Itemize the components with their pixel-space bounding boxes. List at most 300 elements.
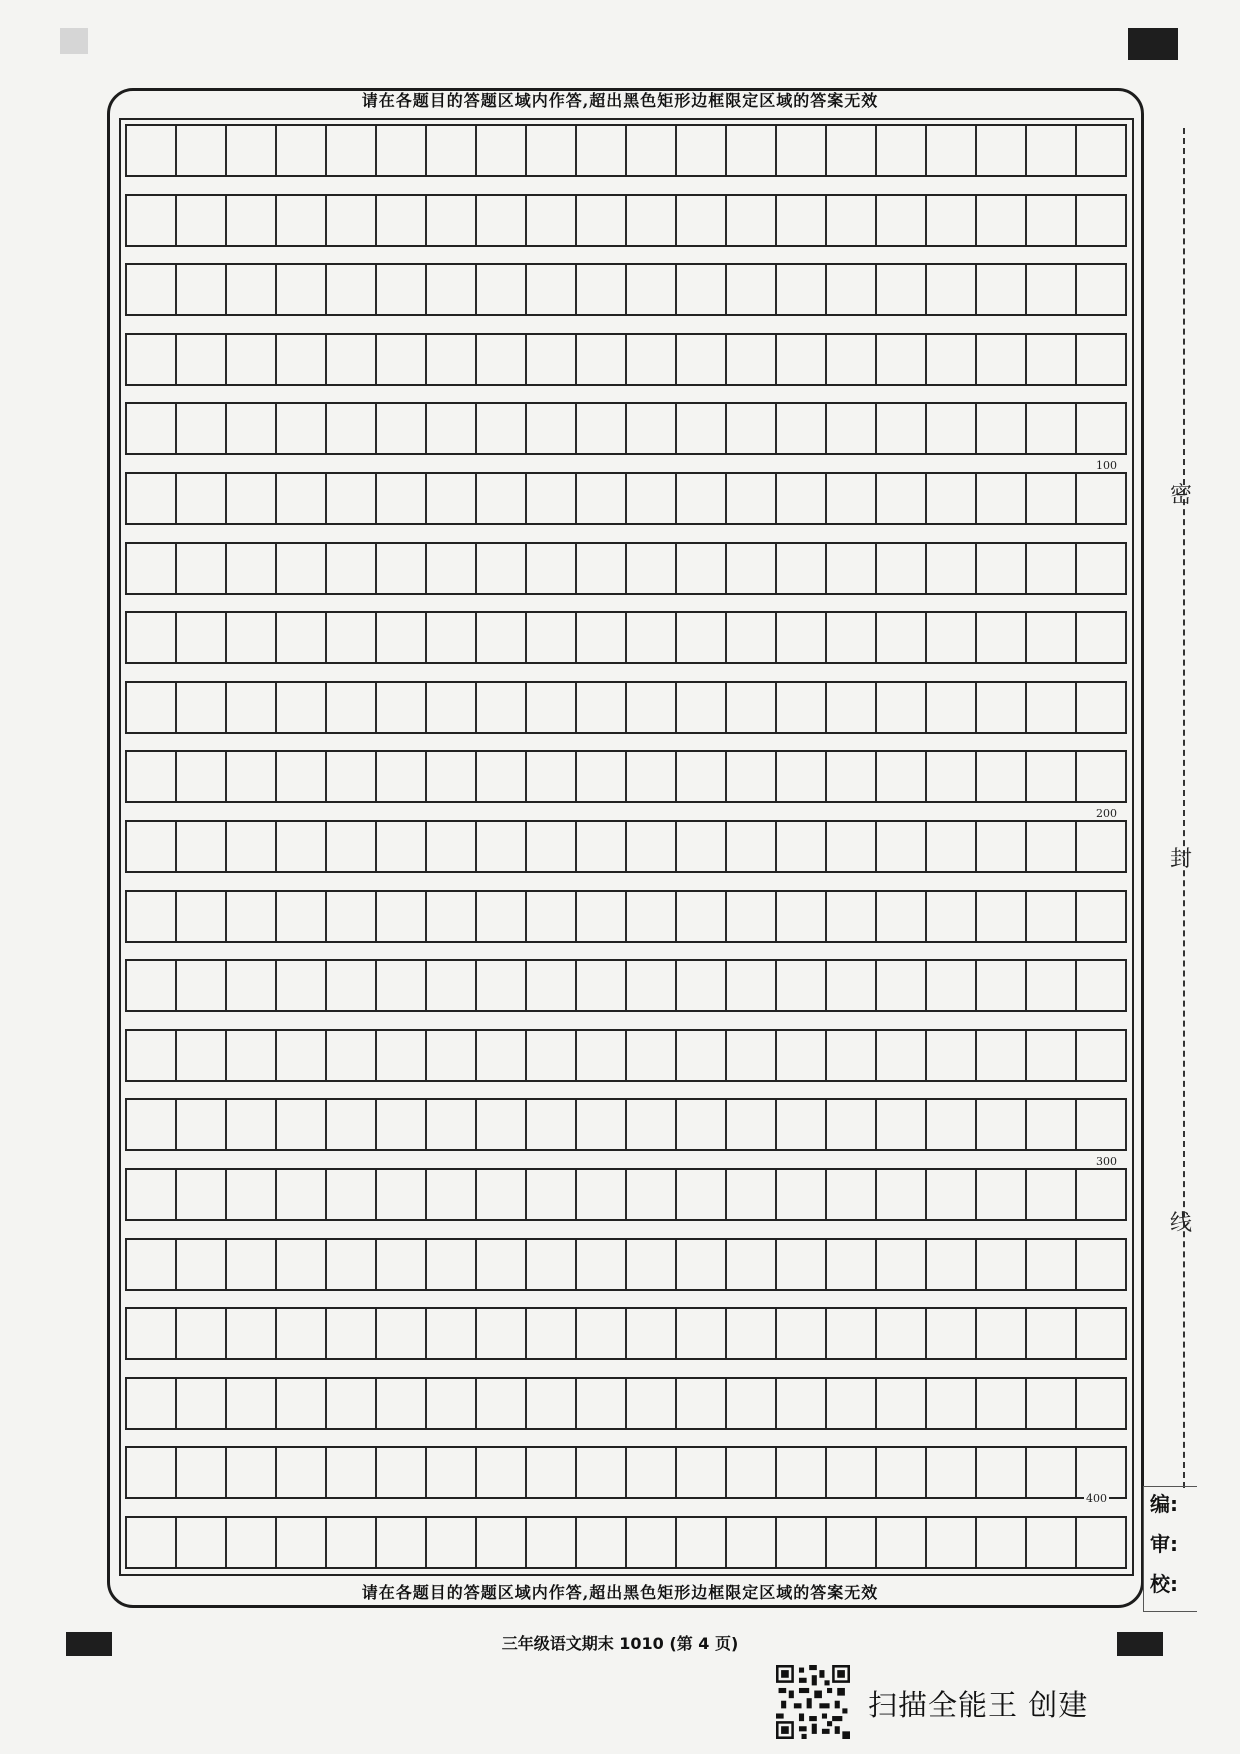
grid-cell[interactable]	[427, 1240, 477, 1289]
grid-cell[interactable]	[125, 1518, 177, 1567]
grid-cell[interactable]	[1027, 404, 1077, 453]
grid-cell[interactable]	[727, 126, 777, 175]
grid-cell[interactable]	[277, 1170, 327, 1219]
grid-cell[interactable]	[877, 404, 927, 453]
grid-cell[interactable]	[1077, 683, 1127, 732]
grid-cell[interactable]	[327, 335, 377, 384]
grid-cell[interactable]	[777, 1379, 827, 1428]
grid-cell[interactable]	[577, 126, 627, 175]
grid-cell[interactable]	[527, 683, 577, 732]
grid-cell[interactable]	[177, 1240, 227, 1289]
grid-cell[interactable]	[827, 1309, 877, 1358]
grid-cell[interactable]	[577, 1448, 627, 1497]
grid-cell[interactable]	[677, 1379, 727, 1428]
grid-cell[interactable]	[1027, 1309, 1077, 1358]
grid-cell[interactable]	[777, 683, 827, 732]
grid-cell[interactable]	[1027, 961, 1077, 1010]
grid-cell[interactable]	[427, 1031, 477, 1080]
grid-cell[interactable]	[977, 1309, 1027, 1358]
grid-cell[interactable]	[177, 1100, 227, 1149]
grid-cell[interactable]	[427, 404, 477, 453]
grid-cell[interactable]	[427, 196, 477, 245]
grid-cell[interactable]	[327, 196, 377, 245]
grid-cell[interactable]	[1077, 1240, 1127, 1289]
grid-cell[interactable]	[277, 335, 327, 384]
grid-cell[interactable]	[227, 1518, 277, 1567]
grid-cell[interactable]	[377, 1518, 427, 1567]
grid-cell[interactable]	[677, 1518, 727, 1567]
grid-cell[interactable]	[927, 1518, 977, 1567]
grid-cell[interactable]	[727, 1309, 777, 1358]
grid-cell[interactable]	[577, 752, 627, 801]
grid-cell[interactable]	[677, 613, 727, 662]
grid-cell[interactable]	[477, 1309, 527, 1358]
grid-cell[interactable]	[227, 126, 277, 175]
grid-cell[interactable]	[777, 265, 827, 314]
grid-cell[interactable]	[477, 544, 527, 593]
grid-cell[interactable]	[125, 126, 177, 175]
grid-cell[interactable]	[677, 1240, 727, 1289]
grid-cell[interactable]	[1077, 892, 1127, 941]
grid-cell[interactable]	[277, 404, 327, 453]
grid-cell[interactable]	[177, 126, 227, 175]
grid-cell[interactable]	[677, 544, 727, 593]
grid-cell[interactable]	[277, 474, 327, 523]
grid-cell[interactable]	[727, 1240, 777, 1289]
grid-cell[interactable]	[727, 196, 777, 245]
grid-cell[interactable]	[227, 822, 277, 871]
grid-cell[interactable]	[727, 892, 777, 941]
grid-cell[interactable]	[877, 892, 927, 941]
grid-cell[interactable]	[777, 1031, 827, 1080]
grid-cell[interactable]	[877, 752, 927, 801]
grid-cell[interactable]	[627, 265, 677, 314]
grid-cell[interactable]	[927, 265, 977, 314]
grid-cell[interactable]	[627, 404, 677, 453]
grid-cell[interactable]	[977, 752, 1027, 801]
grid-cell[interactable]	[877, 474, 927, 523]
grid-cell[interactable]	[125, 335, 177, 384]
grid-cell[interactable]	[927, 1309, 977, 1358]
grid-cell[interactable]	[1027, 1100, 1077, 1149]
grid-cell[interactable]	[527, 1518, 577, 1567]
grid-cell[interactable]	[627, 335, 677, 384]
grid-cell[interactable]	[125, 1448, 177, 1497]
grid-cell[interactable]	[177, 196, 227, 245]
grid-cell[interactable]	[227, 1309, 277, 1358]
grid-cell[interactable]	[377, 1100, 427, 1149]
grid-cell[interactable]	[377, 474, 427, 523]
grid-cell[interactable]	[327, 544, 377, 593]
grid-cell[interactable]	[1027, 1240, 1077, 1289]
grid-cell[interactable]	[877, 613, 927, 662]
grid-cell[interactable]	[177, 1031, 227, 1080]
grid-cell[interactable]	[927, 1031, 977, 1080]
grid-cell[interactable]	[177, 822, 227, 871]
grid-cell[interactable]	[727, 265, 777, 314]
grid-cell[interactable]	[227, 892, 277, 941]
grid-cell[interactable]	[1077, 1518, 1127, 1567]
grid-cell[interactable]	[1027, 1518, 1077, 1567]
grid-cell[interactable]	[377, 822, 427, 871]
grid-cell[interactable]	[377, 683, 427, 732]
grid-cell[interactable]	[477, 265, 527, 314]
grid-cell[interactable]	[125, 196, 177, 245]
grid-cell[interactable]	[327, 126, 377, 175]
grid-cell[interactable]	[977, 822, 1027, 871]
grid-cell[interactable]	[527, 1448, 577, 1497]
grid-cell[interactable]	[777, 822, 827, 871]
grid-cell[interactable]	[677, 1448, 727, 1497]
grid-cell[interactable]	[227, 335, 277, 384]
grid-cell[interactable]	[477, 1379, 527, 1428]
grid-cell[interactable]	[877, 683, 927, 732]
grid-cell[interactable]	[277, 196, 327, 245]
grid-cell[interactable]	[125, 1031, 177, 1080]
grid-cell[interactable]	[227, 683, 277, 732]
grid-cell[interactable]	[227, 961, 277, 1010]
grid-cell[interactable]	[627, 1240, 677, 1289]
grid-cell[interactable]	[227, 752, 277, 801]
grid-cell[interactable]	[727, 335, 777, 384]
grid-cell[interactable]	[677, 335, 727, 384]
grid-cell[interactable]	[527, 1309, 577, 1358]
grid-cell[interactable]	[177, 613, 227, 662]
grid-cell[interactable]	[677, 752, 727, 801]
grid-cell[interactable]	[377, 126, 427, 175]
grid-cell[interactable]	[125, 1170, 177, 1219]
grid-cell[interactable]	[927, 474, 977, 523]
grid-cell[interactable]	[877, 1100, 927, 1149]
grid-cell[interactable]	[977, 1379, 1027, 1428]
grid-cell[interactable]	[1077, 752, 1127, 801]
grid-cell[interactable]	[627, 613, 677, 662]
grid-cell[interactable]	[977, 404, 1027, 453]
grid-cell[interactable]	[1027, 1170, 1077, 1219]
grid-cell[interactable]	[427, 683, 477, 732]
grid-cell[interactable]	[277, 1240, 327, 1289]
grid-cell[interactable]	[177, 1448, 227, 1497]
grid-cell[interactable]	[125, 544, 177, 593]
grid-cell[interactable]	[877, 1170, 927, 1219]
grid-cell[interactable]	[977, 196, 1027, 245]
grid-cell[interactable]	[877, 1379, 927, 1428]
grid-cell[interactable]	[1077, 1309, 1127, 1358]
grid-cell[interactable]	[327, 1309, 377, 1358]
grid-cell[interactable]	[927, 1240, 977, 1289]
grid-cell[interactable]	[627, 544, 677, 593]
grid-cell[interactable]	[927, 613, 977, 662]
grid-cell[interactable]	[577, 335, 627, 384]
grid-cell[interactable]	[677, 892, 727, 941]
grid-cell[interactable]	[977, 544, 1027, 593]
grid-cell[interactable]	[727, 683, 777, 732]
grid-cell[interactable]	[477, 1518, 527, 1567]
grid-cell[interactable]	[477, 613, 527, 662]
grid-cell[interactable]	[527, 1031, 577, 1080]
grid-cell[interactable]	[125, 1240, 177, 1289]
grid-cell[interactable]	[777, 1170, 827, 1219]
grid-cell[interactable]	[327, 265, 377, 314]
grid-cell[interactable]	[927, 335, 977, 384]
grid-cell[interactable]	[727, 1100, 777, 1149]
grid-cell[interactable]	[927, 404, 977, 453]
grid-cell[interactable]	[577, 683, 627, 732]
grid-cell[interactable]	[1027, 683, 1077, 732]
grid-cell[interactable]	[477, 683, 527, 732]
grid-cell[interactable]	[727, 544, 777, 593]
grid-cell[interactable]	[927, 892, 977, 941]
grid-cell[interactable]	[477, 752, 527, 801]
grid-cell[interactable]	[1027, 126, 1077, 175]
grid-cell[interactable]	[677, 1309, 727, 1358]
grid-cell[interactable]	[577, 1309, 627, 1358]
grid-cell[interactable]	[177, 1309, 227, 1358]
grid-cell[interactable]	[427, 1309, 477, 1358]
grid-cell[interactable]	[577, 613, 627, 662]
grid-cell[interactable]	[277, 1518, 327, 1567]
grid-cell[interactable]	[125, 404, 177, 453]
grid-cell[interactable]	[377, 1448, 427, 1497]
grid-cell[interactable]	[427, 961, 477, 1010]
grid-cell[interactable]	[177, 892, 227, 941]
grid-cell[interactable]	[125, 265, 177, 314]
grid-cell[interactable]	[677, 265, 727, 314]
grid-cell[interactable]	[827, 404, 877, 453]
grid-cell[interactable]	[527, 265, 577, 314]
grid-cell[interactable]	[427, 752, 477, 801]
grid-cell[interactable]	[377, 265, 427, 314]
grid-cell[interactable]	[777, 544, 827, 593]
grid-cell[interactable]	[327, 1031, 377, 1080]
grid-cell[interactable]	[527, 404, 577, 453]
grid-cell[interactable]	[827, 892, 877, 941]
grid-cell[interactable]	[727, 822, 777, 871]
grid-cell[interactable]	[777, 892, 827, 941]
grid-cell[interactable]	[777, 1309, 827, 1358]
grid-cell[interactable]	[627, 1309, 677, 1358]
grid-cell[interactable]	[977, 1240, 1027, 1289]
grid-cell[interactable]	[627, 196, 677, 245]
grid-cell[interactable]	[477, 1240, 527, 1289]
grid-cell[interactable]	[377, 1240, 427, 1289]
grid-cell[interactable]	[977, 335, 1027, 384]
grid-cell[interactable]	[727, 1379, 777, 1428]
grid-cell[interactable]	[125, 822, 177, 871]
grid-cell[interactable]	[627, 892, 677, 941]
grid-cell[interactable]	[877, 126, 927, 175]
grid-cell[interactable]	[125, 683, 177, 732]
grid-cell[interactable]	[877, 822, 927, 871]
grid-cell[interactable]	[777, 196, 827, 245]
grid-cell[interactable]	[627, 474, 677, 523]
grid-cell[interactable]	[977, 613, 1027, 662]
grid-cell[interactable]	[427, 126, 477, 175]
grid-cell[interactable]	[677, 404, 727, 453]
grid-cell[interactable]	[577, 544, 627, 593]
grid-cell[interactable]	[477, 892, 527, 941]
grid-cell[interactable]	[827, 474, 877, 523]
grid-cell[interactable]	[277, 892, 327, 941]
grid-cell[interactable]	[227, 613, 277, 662]
grid-cell[interactable]	[477, 126, 527, 175]
grid-cell[interactable]	[627, 683, 677, 732]
grid-cell[interactable]	[727, 752, 777, 801]
grid-cell[interactable]	[727, 1031, 777, 1080]
grid-cell[interactable]	[927, 1448, 977, 1497]
grid-cell[interactable]	[727, 1448, 777, 1497]
grid-cell[interactable]	[177, 752, 227, 801]
grid-cell[interactable]	[977, 265, 1027, 314]
grid-cell[interactable]	[577, 1170, 627, 1219]
grid-cell[interactable]	[577, 474, 627, 523]
grid-cell[interactable]	[977, 1448, 1027, 1497]
grid-cell[interactable]	[1027, 752, 1077, 801]
grid-cell[interactable]	[1077, 822, 1127, 871]
grid-cell[interactable]	[577, 1379, 627, 1428]
grid-cell[interactable]	[677, 196, 727, 245]
grid-cell[interactable]	[477, 1031, 527, 1080]
grid-cell[interactable]	[327, 822, 377, 871]
grid-cell[interactable]	[1077, 1379, 1127, 1428]
grid-cell[interactable]	[527, 474, 577, 523]
grid-cell[interactable]	[1027, 1448, 1077, 1497]
grid-cell[interactable]	[277, 683, 327, 732]
grid-cell[interactable]	[327, 1518, 377, 1567]
grid-cell[interactable]	[277, 544, 327, 593]
grid-cell[interactable]	[527, 1170, 577, 1219]
grid-cell[interactable]	[777, 1100, 827, 1149]
grid-cell[interactable]	[927, 544, 977, 593]
grid-cell[interactable]	[827, 1448, 877, 1497]
grid-cell[interactable]	[125, 613, 177, 662]
grid-cell[interactable]	[125, 1100, 177, 1149]
grid-cell[interactable]	[527, 1379, 577, 1428]
grid-cell[interactable]	[627, 1379, 677, 1428]
grid-cell[interactable]	[477, 196, 527, 245]
grid-cell[interactable]	[327, 1379, 377, 1428]
grid-cell[interactable]	[927, 1379, 977, 1428]
grid-cell[interactable]	[977, 126, 1027, 175]
grid-cell[interactable]	[1027, 892, 1077, 941]
grid-cell[interactable]	[827, 126, 877, 175]
grid-cell[interactable]	[677, 961, 727, 1010]
grid-cell[interactable]	[827, 196, 877, 245]
grid-cell[interactable]	[677, 822, 727, 871]
grid-cell[interactable]	[125, 1379, 177, 1428]
grid-cell[interactable]	[477, 961, 527, 1010]
grid-cell[interactable]	[327, 474, 377, 523]
grid-cell[interactable]	[1077, 404, 1127, 453]
grid-cell[interactable]	[677, 683, 727, 732]
grid-cell[interactable]	[827, 1100, 877, 1149]
grid-cell[interactable]	[377, 613, 427, 662]
grid-cell[interactable]	[377, 196, 427, 245]
grid-cell[interactable]	[927, 126, 977, 175]
grid-cell[interactable]	[1027, 822, 1077, 871]
grid-cell[interactable]	[1077, 265, 1127, 314]
grid-cell[interactable]	[577, 1031, 627, 1080]
grid-cell[interactable]	[977, 892, 1027, 941]
grid-cell[interactable]	[227, 404, 277, 453]
grid-cell[interactable]	[677, 126, 727, 175]
grid-cell[interactable]	[125, 892, 177, 941]
grid-cell[interactable]	[177, 1518, 227, 1567]
grid-cell[interactable]	[277, 265, 327, 314]
grid-cell[interactable]	[427, 474, 477, 523]
grid-cell[interactable]	[177, 335, 227, 384]
grid-cell[interactable]	[177, 404, 227, 453]
grid-cell[interactable]	[777, 474, 827, 523]
grid-cell[interactable]	[377, 335, 427, 384]
grid-cell[interactable]	[527, 892, 577, 941]
grid-cell[interactable]	[177, 265, 227, 314]
grid-cell[interactable]	[125, 474, 177, 523]
grid-cell[interactable]	[427, 335, 477, 384]
grid-cell[interactable]	[327, 683, 377, 732]
grid-cell[interactable]	[477, 404, 527, 453]
grid-cell[interactable]	[777, 1518, 827, 1567]
grid-cell[interactable]	[177, 474, 227, 523]
grid-cell[interactable]	[527, 961, 577, 1010]
grid-cell[interactable]	[427, 1170, 477, 1219]
grid-cell[interactable]	[1027, 1379, 1077, 1428]
grid-cell[interactable]	[827, 961, 877, 1010]
grid-cell[interactable]	[327, 1170, 377, 1219]
grid-cell[interactable]	[327, 1100, 377, 1149]
grid-cell[interactable]	[125, 961, 177, 1010]
grid-cell[interactable]	[377, 1309, 427, 1358]
grid-cell[interactable]	[477, 1100, 527, 1149]
grid-cell[interactable]	[477, 1170, 527, 1219]
grid-cell[interactable]	[877, 196, 927, 245]
grid-cell[interactable]	[227, 1240, 277, 1289]
grid-cell[interactable]	[327, 961, 377, 1010]
grid-cell[interactable]	[677, 1170, 727, 1219]
grid-cell[interactable]	[377, 1379, 427, 1428]
grid-cell[interactable]	[1077, 126, 1127, 175]
grid-cell[interactable]	[727, 961, 777, 1010]
grid-cell[interactable]	[477, 1448, 527, 1497]
grid-cell[interactable]	[227, 1170, 277, 1219]
grid-cell[interactable]	[577, 822, 627, 871]
grid-cell[interactable]	[477, 474, 527, 523]
grid-cell[interactable]	[377, 1031, 427, 1080]
grid-cell[interactable]	[977, 1100, 1027, 1149]
grid-cell[interactable]	[1077, 544, 1127, 593]
grid-cell[interactable]	[427, 1100, 477, 1149]
grid-cell[interactable]	[977, 1518, 1027, 1567]
grid-cell[interactable]	[1027, 613, 1077, 662]
grid-cell[interactable]	[627, 1100, 677, 1149]
grid-cell[interactable]	[277, 613, 327, 662]
grid-cell[interactable]	[277, 1309, 327, 1358]
grid-cell[interactable]	[777, 404, 827, 453]
grid-cell[interactable]	[777, 752, 827, 801]
grid-cell[interactable]	[627, 1170, 677, 1219]
grid-cell[interactable]	[827, 613, 877, 662]
grid-cell[interactable]	[227, 1448, 277, 1497]
grid-cell[interactable]	[1027, 544, 1077, 593]
grid-cell[interactable]	[777, 961, 827, 1010]
grid-cell[interactable]	[277, 1379, 327, 1428]
grid-cell[interactable]	[577, 404, 627, 453]
grid-cell[interactable]	[977, 474, 1027, 523]
grid-cell[interactable]	[177, 544, 227, 593]
grid-cell[interactable]	[125, 1309, 177, 1358]
grid-cell[interactable]	[977, 683, 1027, 732]
grid-cell[interactable]	[277, 126, 327, 175]
